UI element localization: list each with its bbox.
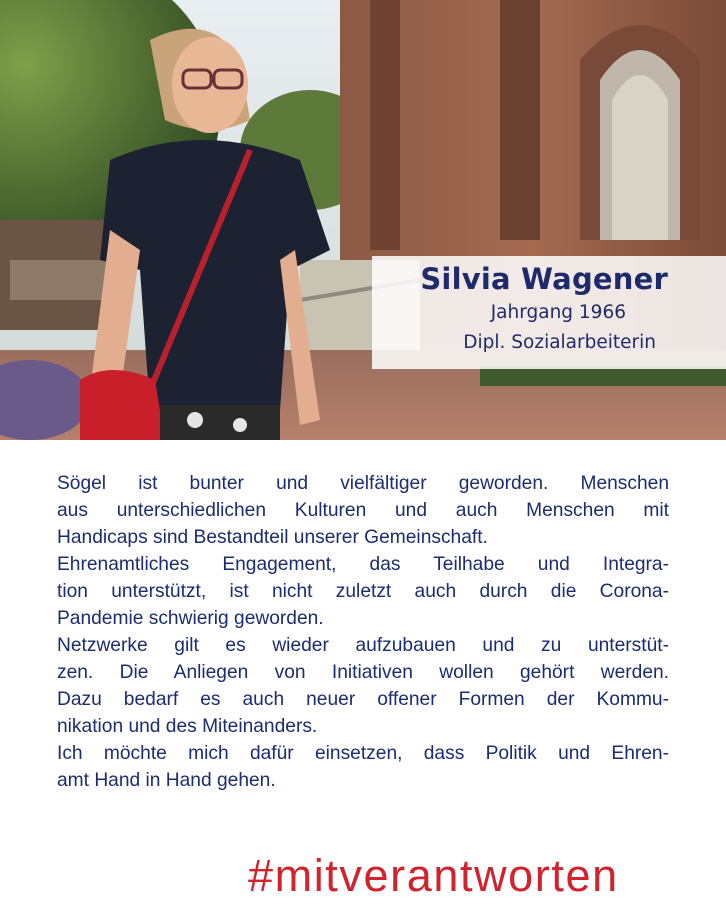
statement-line: Ehrenamtliches Engagement, das Teilhabe und Integra- <box>57 554 669 575</box>
statement-line: Handicaps sind Bestandteil unserer Gemeinschaft. <box>57 527 488 548</box>
profile-profession: Dipl. Sozialarbeiterin <box>463 332 656 353</box>
statement-line: amt Hand in Hand gehen. <box>57 770 276 791</box>
profile-name-card <box>372 256 726 369</box>
statement-line: Pandemie schwierig geworden. <box>57 608 324 629</box>
statement-line: zen. Die Anliegen von Initiativen wollen gehört werden. <box>57 662 669 683</box>
statement-text <box>57 470 669 794</box>
campaign-hashtag: #mitverantworten <box>248 850 619 901</box>
portrait-photo-illustration <box>0 0 726 440</box>
profile-birth-year: Jahrgang 1966 <box>490 302 626 323</box>
statement-line: Netzwerke gilt es wieder aufzubauen und zu unterstüt- <box>57 635 669 656</box>
statement-line: Ich möchte mich dafür einsetzen, dass Politik und Ehren- <box>57 743 669 764</box>
statement-line: Sögel ist bunter und vielfältiger geworden. Menschen <box>57 473 669 494</box>
portrait-photo <box>0 0 726 440</box>
statement-line: tion unterstützt, ist nicht zuletzt auch durch die Corona- <box>57 581 669 602</box>
statement-line: nikation und des Miteinanders. <box>57 716 318 737</box>
profile-name: Silvia Wagener <box>420 262 668 296</box>
statement-line: aus unterschiedlichen Kulturen und auch Menschen mit <box>57 500 669 521</box>
statement-line: Dazu bedarf es auch neuer offener Formen der Kommu- <box>57 689 669 710</box>
